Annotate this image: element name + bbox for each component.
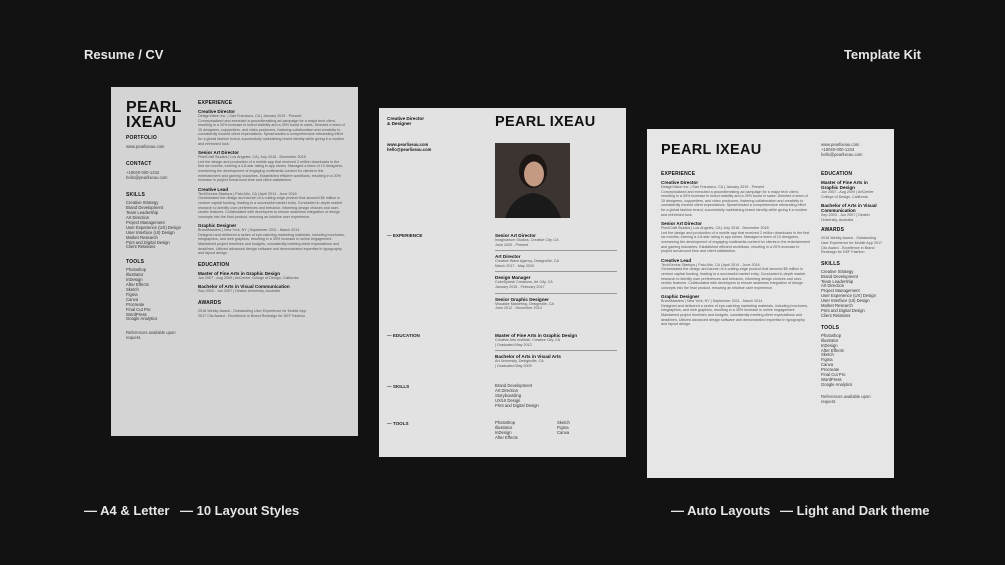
phone: +19040-000-1234: [126, 170, 160, 176]
profile-photo: [495, 143, 570, 218]
skills-list: Creative Strategy Brand Development Team Leadership Art Direction Project Management User Experience (UX) Design User Interface (UI) Design Market Research Print and Digital Design Client Relations: [126, 200, 181, 250]
job-entry: Senior Art Director PixelCraft Studios | Los Angeles, CA | July 2016 - December 2018 Led the design and production of a mobile app that received 2 million downloads in the first six months, earning a 4.8-star rating in app stores. Managed a team of 10 designers, overseeing the development of engaging multimedia content for clients in the entertainment and gaming industries. Established efficient workflows, resulting in a 20% increase in project turnaround time and client satisfaction.: [198, 150, 343, 183]
awards-heading: AWARDS: [821, 227, 845, 234]
award-item: 2018 Webby Award - Outstanding User Experience for Mobile App: [198, 309, 306, 314]
tools-list: Photoshop Illustrator InDesign After Effects Sketch Figma Canva Procreate Final Cut Pro WordPress Google Analytics: [126, 267, 158, 322]
education-entry: Master of Fine Arts in Graphic Design Creative Arts Institute, Creative City, CA | Graduated May 2012: [495, 333, 578, 347]
resume-page-layout-1: [111, 87, 358, 436]
experience-heading: — EXPERIENCE: [387, 233, 423, 238]
award-item: 2017 Clio Award - Excellence in Brand Redesign for DEF Fashion: [198, 313, 306, 318]
skills-heading: — SKILLS: [387, 384, 410, 389]
tools-heading: — TOOLS: [387, 421, 409, 426]
job-entry: Graphic Designer BrandMasters | New York, NY | September 2011 - March 2014 Designed and delivered a series of eye-catching marketing materials, including brochures, infographics, and web graphics, resulting in a 30% increase in online engagement. Maintained project timelines and budgets, consistently meeting client expectations and deadlines. Utilized advanced design software and demonstrated expertise in typography and layout design.: [198, 223, 345, 256]
job-entry: Creative Director DesignVision Inc. | San Francisco, CA | January 2019 - Present Conceptualized and executed a groundbreaking ad campaign for a major tech client, resulting in a 30% increase in brand visibility and a 25% boost in sales. Directed a team of 15 designers, copywriters, and video producers, fostering collaboration and creativity to consistently exceed client expectations. Spearheaded a comprehensive rebranding effort for a global fashion brand, successfully maintaining brand identity while giving it a modern and refreshed look.: [198, 109, 345, 146]
resume-cv-label: Resume / CV: [84, 47, 164, 62]
education-heading: EDUCATION: [198, 261, 230, 268]
references-note: References available upon request.: [126, 330, 176, 341]
tools-list-col2: Sketch Figma Canva: [557, 420, 570, 435]
job-entry: Senior Art Director Imaginarium Studios, Creative City, CA June 2020 - Present: [495, 233, 559, 247]
divider: [495, 250, 617, 251]
tools-list-col1: Photoshop Illustrator InDesign After Effects: [495, 420, 518, 440]
tools-heading: TOOLS: [126, 259, 145, 266]
education-entry: Master of Fine Arts in Graphic Design Jun 2007 - Aug 2009 | ArtCenter College of Design, California: [821, 180, 874, 199]
education-entry: Bachelor of Arts in Visual Communication Sep 2003 - Jun 2007 | Deakin University, Australia: [198, 284, 290, 294]
job-entry: Design Manager ColorSplash Creations, Art City, CA January 2015 - February 2017: [495, 275, 553, 289]
feature-light-dark-theme: — Light and Dark theme: [780, 503, 930, 518]
skills-list: Creative Strategy Brand Development Team Leadership Art Direction Project Management User Experience (UX) Design User Interface (UI) Design Market Research Print and Digital Design Client Relations: [821, 268, 876, 318]
references-note: References available upon request.: [821, 393, 871, 404]
job-entry: Senior Graphic Designer Visualize Marketing, Designville, CA June 2012 - December 2014: [495, 296, 554, 311]
experience-heading: EXPERIENCE: [198, 100, 233, 106]
education-heading: EDUCATION: [821, 171, 853, 177]
email: hello@pearlixeau.com: [387, 147, 432, 152]
skills-heading: SKILLS: [821, 260, 840, 267]
tools-list: Photoshop Illustrator InDesign After Effects Sketch Figma Canva Procreate Final Cut Pro WordPress Google Analytics: [821, 332, 853, 387]
feature-a4-letter: — A4 & Letter: [84, 503, 170, 518]
job-entry: Senior Art Director PixelCraft Studios | Los Angeles, CA | July 2016 - December 2018 Led the design and production of a mobile app that received 2 million downloads in the first six months, earning a 4.8-star rating in app stores. Managed a team of 10 designers, overseeing the development of engaging multimedia content for clients in the entertainment and gaming industries. Established efficient workflows, resulting in a 20% increase in project turnaround time and client satisfaction.: [661, 221, 811, 254]
job-entry: Creative Lead TechGenius Startups | Palo Alto, CA | April 2014 - June 2016 Orchestrated the design and launch of a cutting-edge product that secured $5 million in venture capital funding, leading to a successful market entry. Conducted in-depth market research to identify user preferences and behavior, informing design choices and user-centric features. Collaborated with developers to ensure seamless integration of design concepts into the final product, ensuring an intuitive user experience.: [198, 186, 343, 219]
education-entry: Master of Fine Arts in Graphic Design Jun 2007 - Aug 2009 | ArtCenter College of Design, California: [198, 270, 299, 280]
education-heading: — EDUCATION: [387, 333, 420, 338]
divider: [495, 350, 617, 351]
role-title: Creative Director & Designer: [387, 116, 425, 126]
divider: [495, 271, 617, 272]
resume-name: PEARL IXEAU: [126, 99, 182, 131]
job-entry: Graphic Designer BrandMasters | New York, NY | September 2011 - March 2014 Designed and delivered a series of eye-catching marketing materials, including brochures, infographics, and web graphics, resulting in a 30% increase in online engagement. Maintained project timelines and budgets, consistently meeting client expectations and deadlines. Utilized advanced design software and demonstrated expertise in typography and layout design.: [661, 294, 808, 327]
tools-heading: TOOLS: [821, 324, 840, 331]
email: hello@pearlixeau.com: [126, 175, 168, 181]
resume-page-layout-3: [647, 129, 894, 478]
portrait-image: [495, 143, 570, 218]
education-entry: Bachelor of Arts in Visual Arts Art University, Designville, CA | Graduated May 2009: [495, 354, 561, 368]
contact-block: www.pearlixeau.com +19040-000-1234 hello@pearlixeau.com: [821, 142, 863, 158]
contact-heading: CONTACT: [126, 161, 152, 168]
portfolio-url: www.pearlixeau.com: [126, 144, 165, 149]
template-kit-label: Template Kit: [843, 47, 921, 62]
portfolio-url: www.pearlixeau.com: [387, 142, 429, 147]
resume-name: PEARL IXEAU: [661, 142, 762, 158]
job-entry: Creative Lead TechGenius Startups | Palo Alto, CA | April 2014 - June 2016 Orchestrated the design and launch of a cutting-edge product that secured $5 million in venture capital funding, leading to a successful market entry. Conducted in-depth market research to identify user preferences and behavior, informing design choices and user-centric features. Collaborated with developers to ensure seamless integration of design concepts into the final product, ensuring an intuitive user experience.: [661, 257, 806, 290]
divider: [495, 293, 617, 294]
resume-page-layout-2: [379, 108, 626, 457]
portfolio-heading: PORTFOLIO: [126, 135, 157, 141]
feature-auto-layouts: — Auto Layouts: [671, 503, 771, 518]
skills-list: Brand Development Art Direction Storyboarding UX/UI Design Print and Digital Design: [495, 383, 539, 408]
awards-heading: AWARDS: [198, 300, 222, 307]
awards-text: 2018 Webby Award - Outstanding User Experience for Mobile App 2017 Clio Award - Excellence in Brand Redesign for DEF Fashion: [821, 236, 883, 255]
education-entry: Bachelor of Arts in Visual Communication Sep 2003 - Jun 2007 | Deakin University, Australia: [821, 203, 877, 222]
feature-layout-styles: — 10 Layout Styles: [180, 503, 300, 518]
job-entry: Art Director Creative Wave Agency, Designville, CA March 2017 - May 2020: [495, 254, 559, 268]
resume-name: PEARL IXEAU: [495, 114, 596, 130]
experience-heading: EXPERIENCE: [661, 171, 696, 177]
skills-heading: SKILLS: [126, 192, 145, 199]
job-entry: Creative Director DesignVision Inc. | San Francisco, CA | January 2019 - Present Conceptualized and executed a groundbreaking ad campaign for a major tech client, resulting in a 30% increase in brand visibility and a 25% boost in sales. Directed a team of 15 designers, copywriters, and video producers, fostering collaboration and creativity to consistently exceed client expectations. Spearheaded a comprehensive rebranding effort for a global fashion brand, successfully maintaining brand identity while giving it a modern and refreshed look.: [661, 180, 808, 217]
